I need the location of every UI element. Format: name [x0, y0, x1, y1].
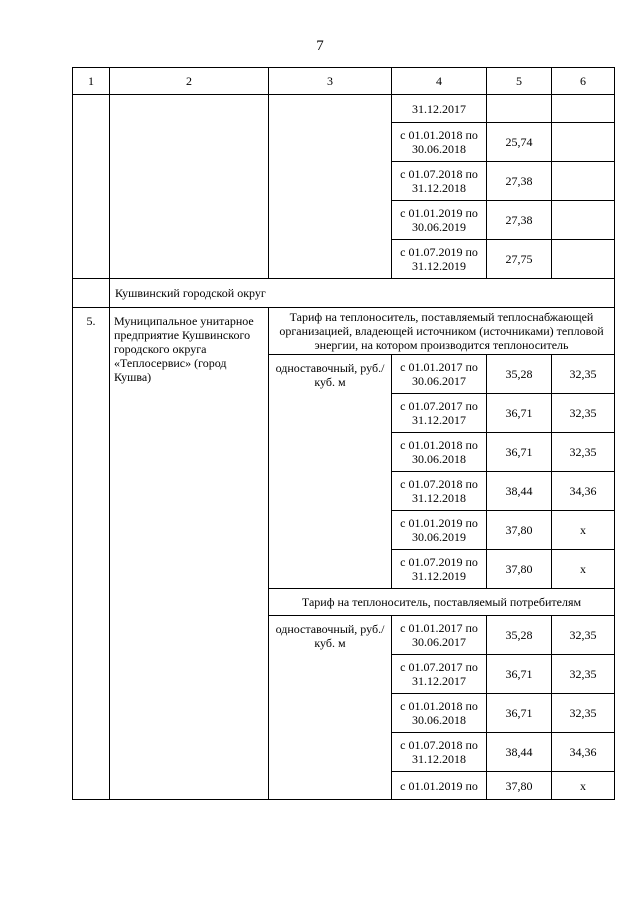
period-cell: с 01.01.2018 по 30.06.2018	[392, 694, 487, 733]
period-cell: с 01.07.2019 по 31.12.2019	[392, 550, 487, 589]
period-cell: с 01.01.2018 по 30.06.2018	[392, 433, 487, 472]
value-cell: 37,80	[487, 511, 552, 550]
region-row	[73, 279, 615, 308]
region-name: Кушвинский городской округ	[110, 279, 615, 308]
section-title: Тариф на теплоноситель, поставляемый потребителям	[269, 589, 615, 616]
period-cell: с 01.07.2017 по 31.12.2017	[392, 655, 487, 694]
period-cell: с 01.01.2019 по 30.06.2019	[392, 511, 487, 550]
period-cell: с 01.07.2018 по 31.12.2018	[392, 472, 487, 511]
period-cell: 31.12.2017	[392, 95, 487, 123]
value-cell: 36,71	[487, 433, 552, 472]
value-cell: 27,75	[487, 240, 552, 279]
table-row	[73, 95, 615, 123]
value-cell: 35,28	[487, 355, 552, 394]
value-cell: 32,35	[552, 394, 615, 433]
value-cell: 37,80	[487, 772, 552, 800]
value-cell: х	[552, 511, 615, 550]
period-cell: с 01.07.2017 по 31.12.2017	[392, 394, 487, 433]
empty-cell	[269, 95, 392, 279]
value-cell: 27,38	[487, 162, 552, 201]
page-number: 7	[316, 38, 324, 54]
value-cell: 34,36	[552, 472, 615, 511]
organization-name: Муниципальное унитарное предприятие Кушвинского городского округа «Теплосервис» (город Кушва)	[110, 308, 269, 800]
value-cell: 38,44	[487, 472, 552, 511]
value-cell	[487, 95, 552, 123]
value-cell: 25,74	[487, 123, 552, 162]
value-cell: 34,36	[552, 733, 615, 772]
value-cell: 32,35	[552, 655, 615, 694]
value-cell: 27,38	[487, 201, 552, 240]
value-cell	[552, 240, 615, 279]
value-cell: 38,44	[487, 733, 552, 772]
value-cell: 36,71	[487, 694, 552, 733]
empty-cell	[73, 279, 110, 308]
value-cell: х	[552, 772, 615, 800]
value-cell: х	[552, 550, 615, 589]
header-cell: 2	[110, 68, 269, 95]
value-cell	[552, 123, 615, 162]
period-cell: с 01.01.2017 по 30.06.2017	[392, 616, 487, 655]
section-title: Тариф на теплоноситель, поставляемый теплоснабжающей организацией, владеющей источником (источниками) тепловой энергии, на котором производится теплоноситель	[269, 308, 615, 355]
period-cell: с 01.01.2019 по	[392, 772, 487, 800]
value-cell: 36,71	[487, 655, 552, 694]
period-cell: с 01.01.2017 по 30.06.2017	[392, 355, 487, 394]
period-cell: с 01.07.2019 по 31.12.2019	[392, 240, 487, 279]
header-cell: 5	[487, 68, 552, 95]
value-cell: 32,35	[552, 355, 615, 394]
period-cell: с 01.01.2018 по 30.06.2018	[392, 123, 487, 162]
header-cell: 3	[269, 68, 392, 95]
value-cell: 32,35	[552, 694, 615, 733]
header-cell: 1	[73, 68, 110, 95]
rate-type: одноставочный, руб./куб. м	[269, 616, 392, 800]
period-cell: с 01.07.2018 по 31.12.2018	[392, 162, 487, 201]
header-cell: 6	[552, 68, 615, 95]
value-cell: 37,80	[487, 550, 552, 589]
empty-cell	[110, 95, 269, 279]
value-cell	[552, 201, 615, 240]
period-cell: с 01.01.2019 по 30.06.2019	[392, 201, 487, 240]
entry-number: 5.	[73, 308, 110, 800]
rate-type: одноставочный, руб./куб. м	[269, 355, 392, 589]
tariff-table	[72, 67, 615, 800]
header-row	[73, 68, 615, 95]
section-title-row	[73, 308, 615, 355]
value-cell: 32,35	[552, 616, 615, 655]
value-cell	[552, 95, 615, 123]
value-cell	[552, 162, 615, 201]
period-cell: с 01.07.2018 по 31.12.2018	[392, 733, 487, 772]
value-cell: 35,28	[487, 616, 552, 655]
empty-cell	[73, 95, 110, 279]
header-cell: 4	[392, 68, 487, 95]
value-cell: 32,35	[552, 433, 615, 472]
value-cell: 36,71	[487, 394, 552, 433]
